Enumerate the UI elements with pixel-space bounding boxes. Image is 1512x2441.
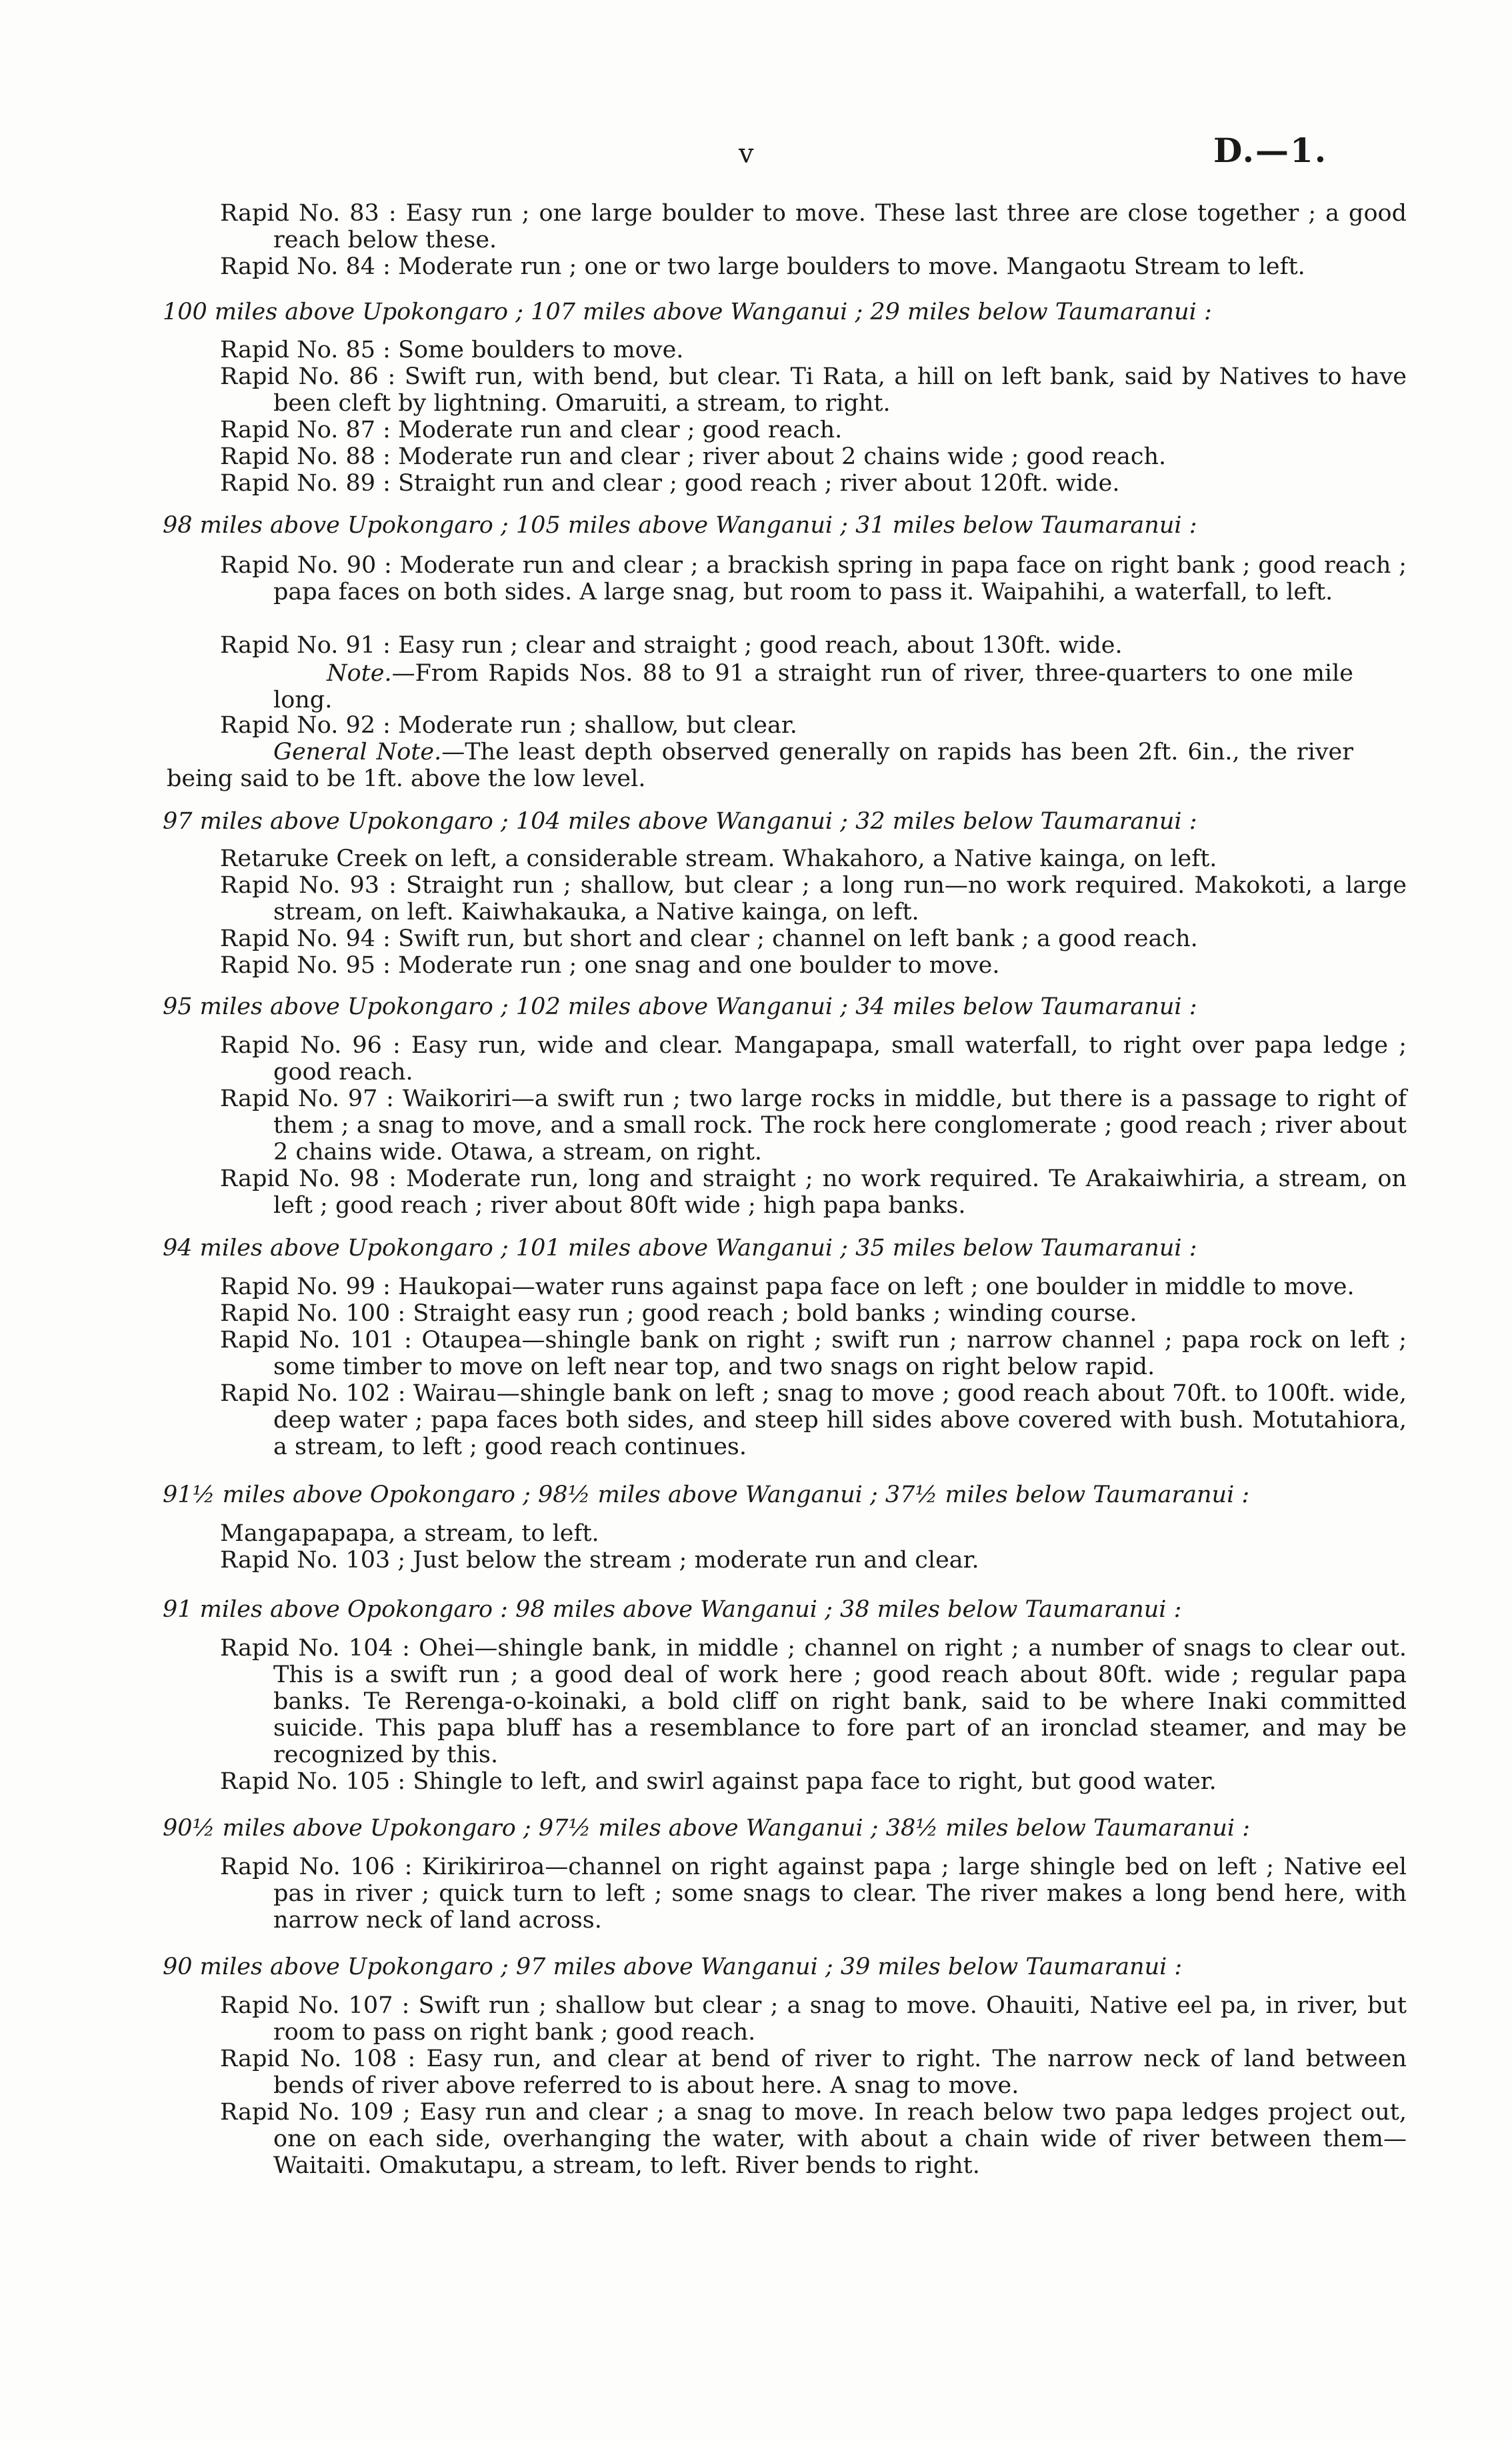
entry-rapid-96: Rapid No. 96 : Easy run, wide and clear. Mangapapa, small waterfall, to right over papa ledge ; good reach. — [220, 1032, 1407, 1085]
entry-rapid-109: Rapid No. 109 ; Easy run and clear ; a snag to move. In reach below two papa ledges project out, one on each side, overhanging the water, with about a chain wide of river between them—Waitaiti. Omakutapu, a stream, to left. River bends to right. — [220, 2099, 1407, 2179]
entry-rapid-92: Rapid No. 92 : Moderate run ; shallow, but clear. — [220, 712, 797, 739]
section-heading-94-miles: 94 miles above Upokongaro ; 101 miles above Wanganui ; 35 miles below Taumaranui : — [163, 1235, 1197, 1262]
general-note-lead: General Note. — [273, 739, 442, 765]
entry-rapid-106: Rapid No. 106 : Kirikiriroa—channel on right against papa ; large shingle bed on left ; Native eel pas in river ; quick turn to left ; some snags to clear. The river makes a long bend here, with narrow neck of land across. — [220, 1854, 1407, 1934]
entry-rapid-105: Rapid No. 105 : Shingle to left, and swirl against papa face to right, but good water. — [220, 1768, 1217, 1795]
entry-rapid-89: Rapid No. 89 : Straight run and clear ; good reach ; river about 120ft. wide. — [220, 470, 1120, 497]
entry-rapid-86: Rapid No. 86 : Swift run, with bend, but clear. Ti Rata, a hill on left bank, said by Natives to have been cleft by lightning. Omaruiti, a stream, to right. — [220, 363, 1407, 417]
page-number: v — [739, 139, 754, 169]
entry-rapid-100: Rapid No. 100 : Straight easy run ; good reach ; bold banks ; winding course. — [220, 1300, 1137, 1327]
section-heading-91-half-miles: 91½ miles above Opokongaro ; 98½ miles above Wanganui ; 37½ miles below Taumaranui : — [163, 1482, 1250, 1508]
entry-rapid-95: Rapid No. 95 : Moderate run ; one snag and one boulder to move. — [220, 952, 1000, 979]
section-heading-90-miles: 90 miles above Upokongaro ; 97 miles above Wanganui ; 39 miles below Taumaranui : — [163, 1954, 1183, 1980]
section-heading-97-miles: 97 miles above Upokongaro ; 104 miles above Wanganui ; 32 miles below Taumaranui : — [163, 808, 1197, 835]
document-reference: D.—1. — [1213, 131, 1328, 170]
entry-rapid-108: Rapid No. 108 : Easy run, and clear at bend of river to right. The narrow neck of land between bends of river above referred to is about here. A snag to move. — [220, 2046, 1407, 2099]
note-body: —From Rapids Nos. 88 to 91 a straight run of river, three-quarters to one mile long. — [273, 660, 1353, 713]
entry-rapid-107: Rapid No. 107 : Swift run ; shallow but clear ; a snag to move. Ohauiti, Native eel pa, in river, but room to pass on right bank ; good reach. — [220, 1992, 1407, 2046]
entry-rapid-85: Rapid No. 85 : Some boulders to move. — [220, 337, 684, 363]
entry-rapid-88: Rapid No. 88 : Moderate run and clear ; river about 2 chains wide ; good reach. — [220, 443, 1167, 470]
note-rapids-88-91 — [220, 660, 1353, 713]
entry-rapid-84: Rapid No. 84 : Moderate run ; one or two large boulders to move. Mangaotu Stream to left. — [220, 253, 1305, 280]
entry-mangapapapa: Mangapapapa, a stream, to left. — [220, 1520, 599, 1547]
section-heading-98-miles: 98 miles above Upokongaro ; 105 miles above Wanganui ; 31 miles below Taumaranui : — [163, 512, 1197, 539]
section-heading-91-miles: 91 miles above Opokongaro : 98 miles above Wanganui ; 38 miles below Taumaranui : — [163, 1596, 1182, 1623]
entry-rapid-94: Rapid No. 94 : Swift run, but short and clear ; channel on left bank ; a good reach. — [220, 925, 1198, 952]
section-heading-90-half-miles: 90½ miles above Upokongaro ; 97½ miles above Wanganui ; 38½ miles below Taumaranui : — [163, 1815, 1250, 1842]
entry-rapid-90: Rapid No. 90 : Moderate run and clear ; a brackish spring in papa face on right bank ; good reach ; papa faces on both sides. A large snag, but room to pass it. Waipahihi, a waterfall, to left. — [220, 552, 1407, 605]
entry-rapid-93: Rapid No. 93 : Straight run ; shallow, but clear ; a long run—no work required. Makokoti, a large stream, on left. Kaiwhakauka, a Native kainga, on left. — [220, 872, 1407, 925]
general-note — [167, 739, 1353, 792]
entry-rapid-87: Rapid No. 87 : Moderate run and clear ; good reach. — [220, 417, 843, 443]
entry-rapid-83: Rapid No. 83 : Easy run ; one large boulder to move. These last three are close together ; a good reach below these. — [220, 200, 1407, 253]
entry-rapid-97: Rapid No. 97 : Waikoriri—a swift run ; two large rocks in middle, but there is a passage to right of them ; a snag to move, and a small rock. The rock here conglomerate ; good reach ; river about 2 chains wide. Otawa, a stream, on right. — [220, 1085, 1407, 1165]
section-heading-100-miles: 100 miles above Upokongaro ; 107 miles above Wanganui ; 29 miles below Taumaranui : — [163, 299, 1212, 325]
entry-rapid-98: Rapid No. 98 : Moderate run, long and straight ; no work required. Te Arakaiwhiria, a stream, on left ; good reach ; river about 80ft wide ; high papa banks. — [220, 1165, 1407, 1219]
entry-rapid-101: Rapid No. 101 : Otaupea—shingle bank on right ; swift run ; narrow channel ; papa rock on left ; some timber to move on left near top, and two snags on right below rapid. — [220, 1327, 1407, 1380]
entry-rapid-91: Rapid No. 91 : Easy run ; clear and straight ; good reach, about 130ft. wide. — [220, 632, 1123, 659]
entry-retaruke-creek: Retaruke Creek on left, a considerable stream. Whakahoro, a Native kainga, on left. — [220, 845, 1217, 872]
entry-rapid-103: Rapid No. 103 ; Just below the stream ; moderate run and clear. — [220, 1547, 979, 1574]
entry-rapid-102: Rapid No. 102 : Wairau—shingle bank on left ; snag to move ; good reach about 70ft. to 100ft. wide, deep water ; papa faces both sides, and steep hill sides above covered with bush. Motutahiora, a stream, to left ; good reach continues. — [220, 1380, 1407, 1460]
entry-rapid-99: Rapid No. 99 : Haukopai—water runs against papa face on left ; one boulder in middle to move. — [220, 1274, 1355, 1300]
general-note-body: —The least depth observed generally on rapids has been 2ft. 6in., the river being said to be 1ft. above the low level. — [167, 739, 1353, 792]
note-lead: Note. — [327, 660, 392, 687]
section-heading-95-miles: 95 miles above Upokongaro ; 102 miles above Wanganui ; 34 miles below Taumaranui : — [163, 993, 1197, 1020]
entry-rapid-104: Rapid No. 104 : Ohei—shingle bank, in middle ; channel on right ; a number of snags to clear out. This is a swift run ; a good deal of work here ; good reach about 80ft. wide ; regular papa banks. Te Rerenga-o-koinaki, a bold cliff on right bank, said to be where Inaki committed suicide. This papa bluff has a resemblance to fore part of an ironclad steamer, and may be recognized by this. — [220, 1635, 1407, 1768]
